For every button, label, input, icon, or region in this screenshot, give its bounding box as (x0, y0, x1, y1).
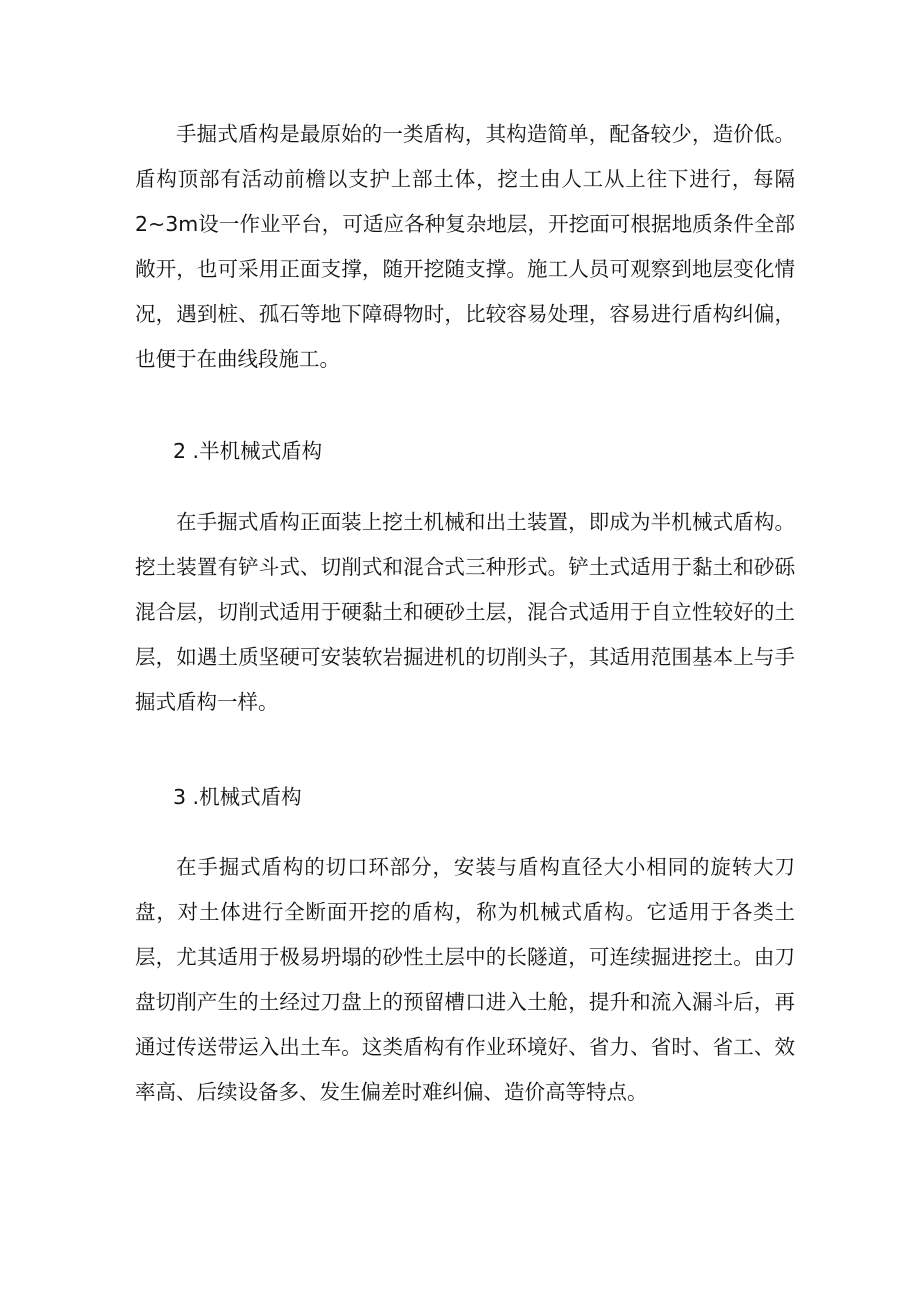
paragraph-semi-mechanical-shield: 在手掘式盾构正面装上挖土机械和出土装置，即成为半机械式盾构。挖土装置有铲斗式、切削式和混合式三种形式。铲土式适用于黏土和砂砾混合层，切削式适用于硬黏土和硬砂土层，混合式适用于自立性较好的土层，如遇土质坚硬可安装软岩掘进机的切削头子，其适用范围基本上与手掘式盾构一样。 (135, 510, 795, 714)
section-heading-semi-mechanical: 2 .半机械式盾构 (173, 439, 323, 463)
section-heading-mechanical: 3 .机械式盾构 (173, 785, 302, 809)
paragraph-mechanical-shield: 在手掘式盾构的切口环部分，安装与盾构直径大小相同的旋转大刀盘，对土体进行全断面开挖的盾构，称为机械式盾构。它适用于各类土层，尤其适用于极易坍塌的砂性土层中的长隧道，可连续掘进挖土。由刀盘切削产生的土经过刀盘上的预留槽口进入土舱，提升和流入漏斗后，再通过传送带运入出土车。这类盾构有作业环境好、省力、省时、省工、效率高、后续设备多、发生偏差时难纠偏、造价高等特点。 (135, 855, 795, 1104)
paragraph-manual-shield: 手掘式盾构是最原始的一类盾构，其构造简单，配备较少，造价低。盾构顶部有活动前檐以支护上部土体，挖土由人工从上往下进行，每隔2~3m设一作业平台，可适应各种复杂地层，开挖面可根据地质条件全部敞开，也可采用正面支撑，随开挖随支撑。施工人员可观察到地层变化情况，遇到桩、孤石等地下障碍物时，比较容易处理，容易进行盾构纠偏，也便于在曲线段施工。 (135, 122, 795, 371)
